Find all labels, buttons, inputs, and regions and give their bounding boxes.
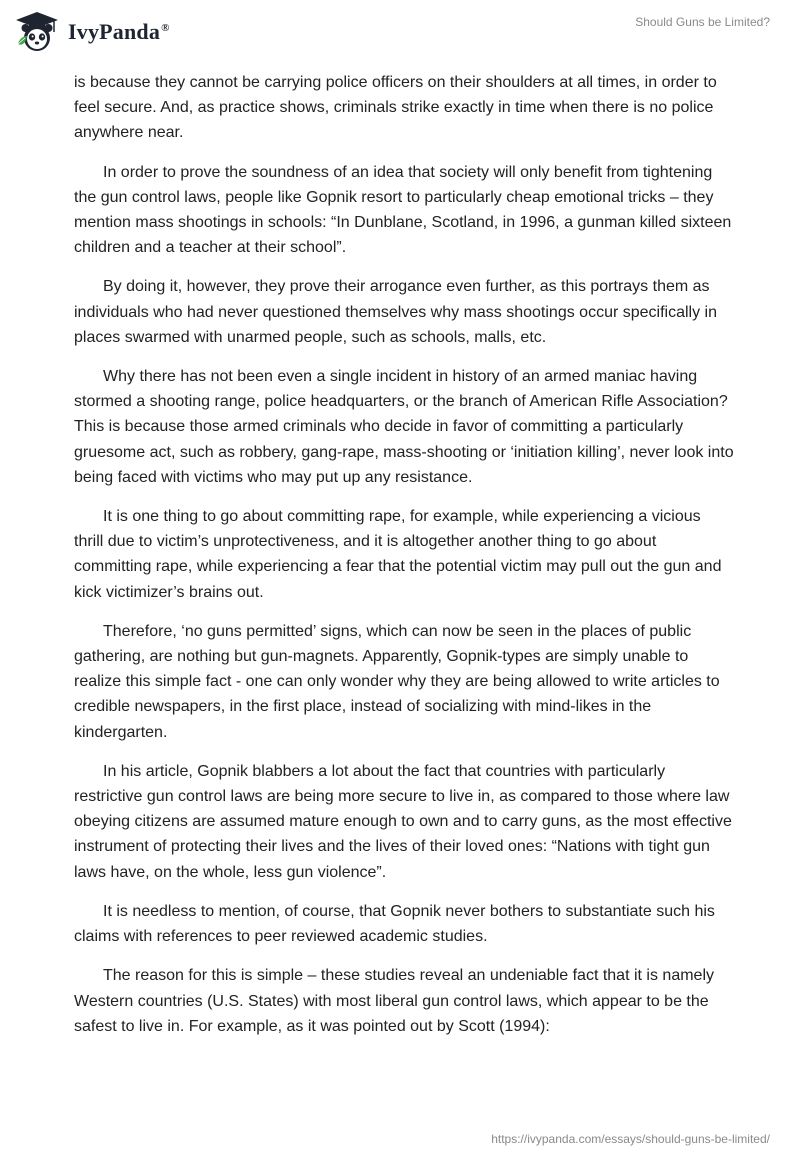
ivypanda-logo[interactable] [12, 10, 170, 54]
paragraph-7: In his article, Gopnik blabbers a lot about the fact that countries with particularly restrictive gun control laws are being more secure to live in, as compared to those where law obeying citizens are assumed mature enough to own and to carry guns, as the most effective instrument of protecting their lives and the lives of their loved ones: “Nations with tight gun laws have, on the whole, less gun violence”. [74, 762, 732, 881]
paragraph-6: Therefore, ‘no guns permitted’ signs, which can now be seen in the places of public gathering, are nothing but gun-magnets. Apparently, Gopnik-types are simply unable to realize this simple fact - one can only wonder why they are being allowed to write articles to credible newspapers, in the first place, instead of socializing with mind-likes in the kindergarten. [74, 622, 720, 741]
paragraph-5: It is one thing to go about committing rape, for example, while experiencing a vicious thrill due to victim’s unprotectiveness, and it is altogether another thing to go about committing rape, while experiencing a fear that the potential victim may pull out the gun and kick victimizer’s brains out. [74, 508, 722, 601]
brand-name: IvyPanda® [68, 19, 170, 44]
essay-body [74, 70, 734, 1053]
paragraph-8: It is needless to mention, of course, that Gopnik never bothers to substantiate such his claims with references to peer reviewed academic studies. [74, 902, 715, 946]
document-title: Should Guns be Limited? [635, 15, 770, 29]
paragraph-9: The reason for this is simple – these studies reveal an undeniable fact that it is namely Western countries (U.S. States) with most liberal gun control laws, which appear to be the safest to live in. For example, as it was pointed out by Scott (1994): [74, 967, 714, 1035]
paragraph-1: is because they cannot be carrying police officers on their shoulders at all times, in order to feel secure. And, as practice shows, criminals strike exactly in time when there is no police anywhere near. [74, 74, 717, 142]
paragraph-3: By doing it, however, they prove their arrogance even further, as this portrays them as individuals who had never questioned themselves why mass shootings occur specifically in places swarmed with unarmed people, such as schools, malls, etc. [74, 278, 717, 346]
source-url-link[interactable]: https://ivypanda.com/essays/should-guns-be-limited/ [491, 1132, 770, 1146]
page-header [0, 0, 800, 70]
paragraph-2: In order to prove the soundness of an idea that society will only benefit from tightening the gun control laws, people like Gopnik resort to particularly cheap emotional tricks – they mention mass shootings in schools: “In Dunblane, Scotland, in 1996, a gunman killed sixteen children and a teacher at their school”. [74, 163, 732, 257]
panda-mascot-icon [12, 10, 62, 54]
paragraph-4: Why there has not been even a single incident in history of an armed maniac having stormed a shooting range, police headquarters, or the branch of American Rifle Association? This is because those armed criminals who decide in favor of committing a particularly gruesome act, such as robbery, gang-rape, mass-shooting or ‘initiation killing’, never look into being faced with victims who may put up any resistance. [74, 368, 734, 486]
